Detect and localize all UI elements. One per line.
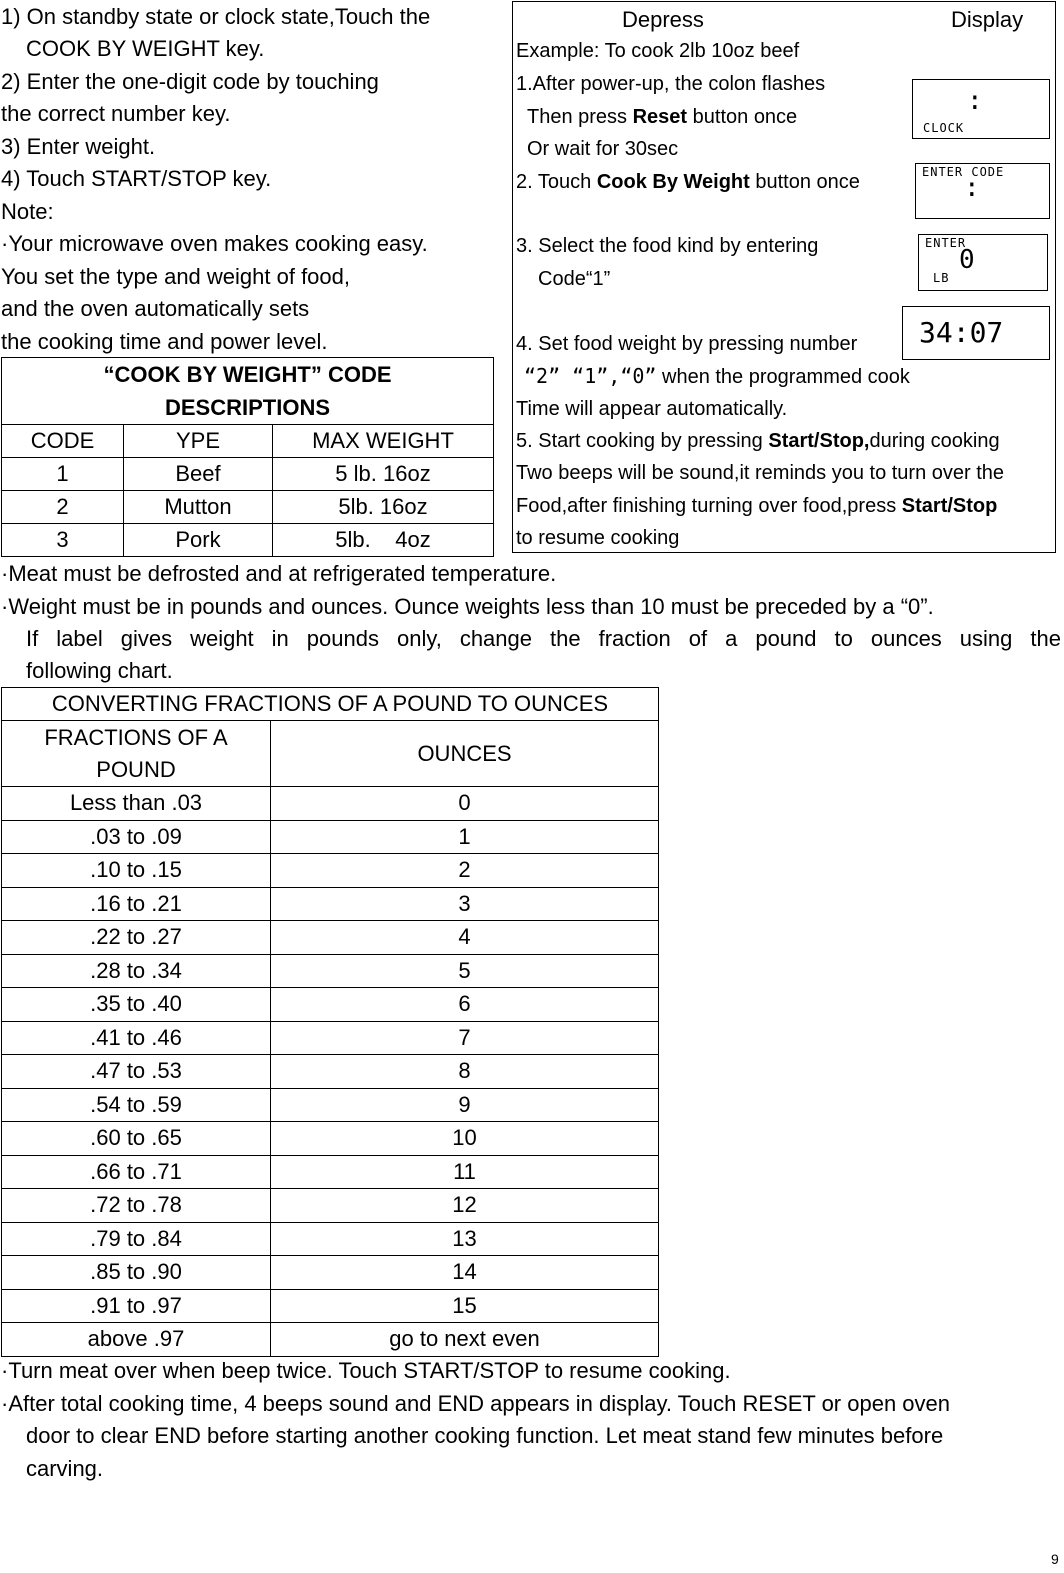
table-cell: 1 xyxy=(2,458,124,491)
table-row xyxy=(2,1055,659,1089)
note-turn: ·Turn meat over when beep twice. Touch START/STOP to resume cooking. xyxy=(1,1358,731,1383)
example-step-5d: to resume cooking xyxy=(516,527,680,549)
lcd-clock-label: CLOCK xyxy=(923,121,965,135)
lcd-time-display xyxy=(902,306,1050,360)
note-line-2: You set the type and weight of food, xyxy=(1,264,351,289)
lcd-enter-weight-display xyxy=(918,234,1048,291)
table-cell: 11 xyxy=(271,1155,659,1189)
table-row xyxy=(2,988,659,1022)
code-table-header: YPE xyxy=(124,425,273,458)
table-row xyxy=(2,458,494,491)
lcd-enter-label: ENTER xyxy=(925,236,967,250)
reset-label: Reset xyxy=(632,106,688,128)
table-cell: .91 to .97 xyxy=(2,1289,271,1323)
code-table-header: MAX WEIGHT xyxy=(273,425,494,458)
lcd-weight-value: 0 xyxy=(959,245,975,275)
table-row xyxy=(2,1323,659,1357)
table-cell: .54 to .59 xyxy=(2,1088,271,1122)
table-row xyxy=(2,921,659,955)
table-cell: .72 to .78 xyxy=(2,1189,271,1223)
table-cell: Less than .03 xyxy=(2,787,271,821)
table-cell: .03 to .09 xyxy=(2,820,271,854)
table-row xyxy=(2,820,659,854)
note-meat: ·Meat must be defrosted and at refrigerated temperature. xyxy=(1,561,557,586)
table-row xyxy=(2,887,659,921)
table-cell: 10 xyxy=(271,1122,659,1156)
table-row xyxy=(2,1122,659,1156)
example-step-3a: 3. Select the food kind by entering xyxy=(516,235,819,257)
table-cell: 15 xyxy=(271,1289,659,1323)
table-row xyxy=(2,1088,659,1122)
lcd-time-value: 34:07 xyxy=(919,316,1004,349)
lcd-colon: : xyxy=(967,86,983,116)
table-row xyxy=(2,1155,659,1189)
example-step-5c: Food,after finishing turning over food,press Start/Stop xyxy=(516,495,998,517)
table-cell: .22 to .27 xyxy=(2,921,271,955)
table-cell: Pork xyxy=(124,524,273,557)
table-cell: 5lb. 4oz xyxy=(273,524,494,557)
table-cell: .60 to .65 xyxy=(2,1122,271,1156)
note-line-3: and the oven automatically sets xyxy=(1,296,310,321)
table-cell: 6 xyxy=(271,988,659,1022)
note-heading: Note: xyxy=(1,199,54,224)
table-cell: 5 lb. 16oz xyxy=(273,458,494,491)
example-step-1a: 1.After power-up, the colon flashes xyxy=(516,73,826,95)
table-row xyxy=(2,524,494,557)
lcd-colon: : xyxy=(964,173,980,203)
cook-by-weight-label: Cook By Weight xyxy=(596,171,750,193)
table-row xyxy=(2,954,659,988)
table-cell: go to next even xyxy=(271,1323,659,1357)
table-row xyxy=(2,854,659,888)
table-cell: 2 xyxy=(271,854,659,888)
table-cell: 7 xyxy=(271,1021,659,1055)
example-step-4a: 4. Set food weight by pressing number xyxy=(516,333,858,355)
step-1-line-2: COOK BY WEIGHT key. xyxy=(26,36,265,61)
note-after-a: ·After total cooking time, 4 beeps sound and END appears in display. Touch RESET or open oven xyxy=(1,1391,950,1416)
example-step-3b: Code“1” xyxy=(538,268,611,290)
example-step-1c: Or wait for 30sec xyxy=(527,138,679,160)
table-row xyxy=(2,787,659,821)
table-cell: above .97 xyxy=(2,1323,271,1357)
table-row xyxy=(2,491,494,524)
table-cell: .35 to .40 xyxy=(2,988,271,1022)
start-stop-label: Start/Stop, xyxy=(768,430,870,452)
lcd-lb-label: LB xyxy=(933,271,950,285)
table-cell: .66 to .71 xyxy=(2,1155,271,1189)
table-cell: 4 xyxy=(271,921,659,955)
table-cell: .16 to .21 xyxy=(2,887,271,921)
table-row xyxy=(2,1289,659,1323)
table-cell: 3 xyxy=(271,887,659,921)
example-step-5a: 5. Start cooking by pressing Start/Stop,during cooking xyxy=(516,430,1000,452)
table-cell: 2 xyxy=(2,491,124,524)
table-cell: .79 to .84 xyxy=(2,1222,271,1256)
table-cell: 9 xyxy=(271,1088,659,1122)
example-intro: Example: To cook 2lb 10oz beef xyxy=(516,40,800,62)
table-row xyxy=(2,1222,659,1256)
step-1-line-1: 1) On standby state or clock state,Touch the xyxy=(1,4,431,29)
page-number: 9 xyxy=(1051,1551,1059,1567)
lcd-enter-code-display xyxy=(915,163,1050,219)
table-row xyxy=(2,1189,659,1223)
table-cell: 12 xyxy=(271,1189,659,1223)
table-cell: 5 xyxy=(271,954,659,988)
example-step-1b: Then press Reset button once xyxy=(527,106,798,128)
code-table-header: CODE xyxy=(2,425,124,458)
note-line-1: ·Your microwave oven makes cooking easy. xyxy=(1,231,428,256)
step-3: 3) Enter weight. xyxy=(1,134,156,159)
example-step-4c: Time will appear automatically. xyxy=(516,398,788,420)
table-cell: 14 xyxy=(271,1256,659,1290)
example-step-4b: “2” “1”,“0” when the programmed cook xyxy=(524,364,910,388)
table-cell: .10 to .15 xyxy=(2,854,271,888)
note-after-c: carving. xyxy=(26,1456,104,1481)
display-header: Display xyxy=(951,7,1024,32)
note-weight-c: following chart. xyxy=(26,658,173,683)
depress-header: Depress xyxy=(622,7,704,32)
table-cell: 3 xyxy=(2,524,124,557)
table-cell: Mutton xyxy=(124,491,273,524)
lcd-enter-code-label: ENTER CODE xyxy=(922,165,1005,179)
table-cell: 5lb. 16oz xyxy=(273,491,494,524)
note-weight-b: If label gives weight in pounds only, change the fraction of a pound to ounces using the xyxy=(26,626,1061,651)
table-cell: 13 xyxy=(271,1222,659,1256)
lcd-clock-display xyxy=(912,79,1050,139)
code-table-title: “COOK BY WEIGHT” CODE DESCRIPTIONS xyxy=(2,358,494,425)
table-row xyxy=(2,1256,659,1290)
example-step-2: 2. Touch Cook By Weight button once xyxy=(516,171,860,193)
table-cell: .28 to .34 xyxy=(2,954,271,988)
table-cell: .47 to .53 xyxy=(2,1055,271,1089)
example-step-5b: Two beeps will be sound,it reminds you to turn over the xyxy=(516,462,1005,484)
step-2-line-2: the correct number key. xyxy=(1,101,231,126)
conversion-table-title: CONVERTING FRACTIONS OF A POUND TO OUNCES xyxy=(2,688,659,721)
conversion-header-fraction: FRACTIONS OF A POUND xyxy=(2,721,271,787)
conversion-table xyxy=(1,687,659,1357)
step-4: 4) Touch START/STOP key. xyxy=(1,166,272,191)
table-cell: .85 to .90 xyxy=(2,1256,271,1290)
table-cell: 8 xyxy=(271,1055,659,1089)
table-row xyxy=(2,1021,659,1055)
table-cell: 1 xyxy=(271,820,659,854)
note-weight-a: ·Weight must be in pounds and ounces. Ounce weights less than 10 must be preceded by a “0”. xyxy=(1,594,934,619)
note-line-4: the cooking time and power level. xyxy=(1,329,328,354)
table-cell: .41 to .46 xyxy=(2,1021,271,1055)
note-after-b: door to clear END before starting another cooking function. Let meat stand few minutes before xyxy=(26,1423,944,1448)
table-cell: 0 xyxy=(271,787,659,821)
step-2-line-1: 2) Enter the one-digit code by touching xyxy=(1,69,379,94)
table-cell: Beef xyxy=(124,458,273,491)
conversion-header-ounces: OUNCES xyxy=(271,721,659,787)
code-table xyxy=(1,357,494,557)
start-stop-label: Start/Stop xyxy=(901,495,998,517)
